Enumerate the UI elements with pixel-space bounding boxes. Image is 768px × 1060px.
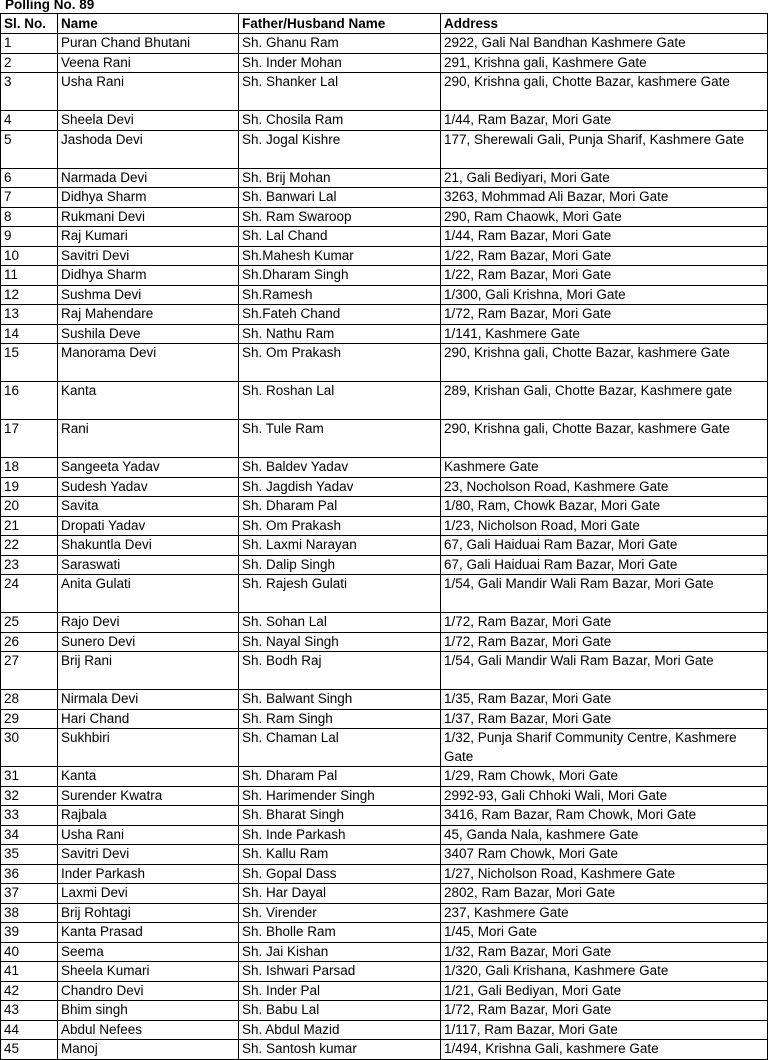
- cell-father-husband-name: Sh. Chosila Ram: [239, 111, 441, 131]
- cell-father-husband-name: Sh. Abdul Mazid: [239, 1020, 441, 1040]
- table-row: [1, 690, 768, 710]
- cell-sl-no: 33: [1, 806, 58, 826]
- cell-sl-no: 24: [1, 575, 58, 613]
- cell-name: Raj Mahendare: [58, 305, 239, 325]
- cell-sl-no: 36: [1, 864, 58, 884]
- table-row: [1, 516, 768, 536]
- cell-sl-no: 41: [1, 962, 58, 982]
- cell-father-husband-name: Sh. Jogal Kishre: [239, 130, 441, 168]
- cell-address: 177, Sherewali Gali, Punja Sharif, Kashmere Gate: [441, 130, 768, 168]
- cell-sl-no: 43: [1, 1001, 58, 1021]
- cell-father-husband-name: Sh. Ishwari Parsad: [239, 962, 441, 982]
- cell-name: Didhya Sharm: [58, 188, 239, 208]
- cell-name: Shakuntla Devi: [58, 536, 239, 556]
- cell-father-husband-name: Sh. Bharat Singh: [239, 806, 441, 826]
- cell-father-husband-name: Sh. Balwant Singh: [239, 690, 441, 710]
- cell-name: Kanta: [58, 382, 239, 420]
- cell-name: Raj Kumari: [58, 227, 239, 247]
- table-row: [1, 1020, 768, 1040]
- cell-father-husband-name: Sh.Dharam Singh: [239, 266, 441, 286]
- cell-name: Jashoda Devi: [58, 130, 239, 168]
- cell-address: 1/300, Gali Krishna, Mori Gate: [441, 285, 768, 305]
- table-row: [1, 806, 768, 826]
- cell-address: 1/54, Gali Mandir Wali Ram Bazar, Mori Gate: [441, 575, 768, 613]
- cell-sl-no: 21: [1, 516, 58, 536]
- table-row: [1, 207, 768, 227]
- table-row: [1, 825, 768, 845]
- table-row: [1, 111, 768, 131]
- cell-father-husband-name: Sh. Shanker Lal: [239, 73, 441, 111]
- cell-name: Sushila Deve: [58, 324, 239, 344]
- cell-father-husband-name: Sh. Dharam Pal: [239, 767, 441, 787]
- cell-father-husband-name: Sh. Om Prakash: [239, 516, 441, 536]
- cell-address: 1/44, Ram Bazar, Mori Gate: [441, 111, 768, 131]
- cell-address: 1/23, Nicholson Road, Mori Gate: [441, 516, 768, 536]
- cell-address: 2992-93, Gali Chhoki Wali, Mori Gate: [441, 786, 768, 806]
- cell-address: 2922, Gali Nal Bandhan Kashmere Gate: [441, 34, 768, 54]
- table-row: [1, 34, 768, 54]
- cell-name: Savitri Devi: [58, 246, 239, 266]
- cell-father-husband-name: Sh. Nathu Ram: [239, 324, 441, 344]
- cell-sl-no: 7: [1, 188, 58, 208]
- cell-address: 1/54, Gali Mandir Wali Ram Bazar, Mori Gate: [441, 652, 768, 690]
- table-row: [1, 767, 768, 787]
- cell-sl-no: 40: [1, 942, 58, 962]
- cell-address: 1/32, Ram Bazar, Mori Gate: [441, 942, 768, 962]
- cell-father-husband-name: Sh. Tule Ram: [239, 420, 441, 458]
- cell-name: Savita: [58, 497, 239, 517]
- column-header-father-husband-name: Father/Husband Name: [239, 14, 441, 34]
- cell-name: Sangeeta Yadav: [58, 458, 239, 478]
- cell-sl-no: 10: [1, 246, 58, 266]
- cell-address: 21, Gali Bediyari, Mori Gate: [441, 168, 768, 188]
- cell-sl-no: 16: [1, 382, 58, 420]
- cell-name: Chandro Devi: [58, 981, 239, 1001]
- cell-name: Didhya Sharm: [58, 266, 239, 286]
- cell-father-husband-name: Sh. Inder Pal: [239, 981, 441, 1001]
- table-row: [1, 188, 768, 208]
- cell-address: 1/27, Nicholson Road, Kashmere Gate: [441, 864, 768, 884]
- cell-address: 1/35, Ram Bazar, Mori Gate: [441, 690, 768, 710]
- table-body: [1, 34, 768, 1060]
- cell-sl-no: 11: [1, 266, 58, 286]
- cell-father-husband-name: Sh. Jagdish Yadav: [239, 477, 441, 497]
- cell-address: 1/72, Ram Bazar, Mori Gate: [441, 613, 768, 633]
- cell-father-husband-name: Sh. Lal Chand: [239, 227, 441, 247]
- cell-address: 1/45, Mori Gate: [441, 923, 768, 943]
- cell-address: 1/37, Ram Bazar, Mori Gate: [441, 709, 768, 729]
- cell-name: Surender Kwatra: [58, 786, 239, 806]
- cell-father-husband-name: Sh. Ghanu Ram: [239, 34, 441, 54]
- cell-sl-no: 32: [1, 786, 58, 806]
- cell-name: Brij Rani: [58, 652, 239, 690]
- table-row: [1, 613, 768, 633]
- cell-father-husband-name: Sh. Rajesh Gulati: [239, 575, 441, 613]
- cell-father-husband-name: Sh. Santosh kumar: [239, 1040, 441, 1060]
- cell-sl-no: 26: [1, 632, 58, 652]
- cell-sl-no: 44: [1, 1020, 58, 1040]
- cell-sl-no: 4: [1, 111, 58, 131]
- cell-father-husband-name: Sh. Banwari Lal: [239, 188, 441, 208]
- cell-address: 1/29, Ram Chowk, Mori Gate: [441, 767, 768, 787]
- column-header-address: Address: [441, 14, 768, 34]
- column-header-sl-no: Sl. No.: [1, 14, 58, 34]
- cell-sl-no: 3: [1, 73, 58, 111]
- table-row: [1, 786, 768, 806]
- table-row: [1, 1001, 768, 1021]
- cell-sl-no: 2: [1, 53, 58, 73]
- cell-sl-no: 12: [1, 285, 58, 305]
- cell-address: 290, Krishna gali, Chotte Bazar, kashmere Gate: [441, 420, 768, 458]
- cell-name: Sunero Devi: [58, 632, 239, 652]
- cell-sl-no: 30: [1, 729, 58, 767]
- cell-father-husband-name: Sh. Dalip Singh: [239, 555, 441, 575]
- cell-father-husband-name: Sh. Nayal Singh: [239, 632, 441, 652]
- cell-name: Nirmala Devi: [58, 690, 239, 710]
- cell-address: 1/141, Kashmere Gate: [441, 324, 768, 344]
- cell-name: Usha Rani: [58, 825, 239, 845]
- cell-name: Rajbala: [58, 806, 239, 826]
- cell-name: Veena Rani: [58, 53, 239, 73]
- cell-sl-no: 27: [1, 652, 58, 690]
- cell-address: 1/72, Ram Bazar, Mori Gate: [441, 632, 768, 652]
- cell-sl-no: 23: [1, 555, 58, 575]
- cell-name: Narmada Devi: [58, 168, 239, 188]
- table-row: [1, 305, 768, 325]
- cell-sl-no: 39: [1, 923, 58, 943]
- cell-father-husband-name: Sh. Virender: [239, 903, 441, 923]
- voter-list-table: [0, 13, 768, 1060]
- cell-father-husband-name: Sh. Jai Kishan: [239, 942, 441, 962]
- table-row: [1, 903, 768, 923]
- table-row: [1, 266, 768, 286]
- table-row: [1, 652, 768, 690]
- cell-sl-no: 5: [1, 130, 58, 168]
- table-row: [1, 477, 768, 497]
- cell-name: Sushma Devi: [58, 285, 239, 305]
- cell-sl-no: 18: [1, 458, 58, 478]
- cell-address: 1/22, Ram Bazar, Mori Gate: [441, 266, 768, 286]
- table-row: [1, 575, 768, 613]
- table-row: [1, 555, 768, 575]
- cell-sl-no: 38: [1, 903, 58, 923]
- cell-name: Kanta: [58, 767, 239, 787]
- table-row: [1, 942, 768, 962]
- table-row: [1, 709, 768, 729]
- cell-father-husband-name: Sh. Ram Singh: [239, 709, 441, 729]
- cell-address: Kashmere Gate: [441, 458, 768, 478]
- cell-father-husband-name: Sh. Inder Mohan: [239, 53, 441, 73]
- cell-name: Abdul Nefees: [58, 1020, 239, 1040]
- cell-father-husband-name: Sh. Bodh Raj: [239, 652, 441, 690]
- cell-sl-no: 31: [1, 767, 58, 787]
- cell-name: Usha Rani: [58, 73, 239, 111]
- table-row: [1, 73, 768, 111]
- cell-name: Sudesh Yadav: [58, 477, 239, 497]
- cell-name: Rani: [58, 420, 239, 458]
- cell-name: Puran Chand Bhutani: [58, 34, 239, 54]
- cell-father-husband-name: Sh. Dharam Pal: [239, 497, 441, 517]
- cell-name: Kanta Prasad: [58, 923, 239, 943]
- table-row: [1, 168, 768, 188]
- cell-address: 23, Nocholson Road, Kashmere Gate: [441, 477, 768, 497]
- cell-name: Rukmani Devi: [58, 207, 239, 227]
- cell-sl-no: 19: [1, 477, 58, 497]
- table-row: [1, 53, 768, 73]
- cell-address: 290, Krishna gali, Chotte Bazar, kashmere Gate: [441, 344, 768, 382]
- cell-sl-no: 13: [1, 305, 58, 325]
- cell-father-husband-name: Sh. Bholle Ram: [239, 923, 441, 943]
- cell-name: Saraswati: [58, 555, 239, 575]
- cell-father-husband-name: Sh. Sohan Lal: [239, 613, 441, 633]
- cell-sl-no: 22: [1, 536, 58, 556]
- cell-name: Manorama Devi: [58, 344, 239, 382]
- cell-father-husband-name: Sh. Laxmi Narayan: [239, 536, 441, 556]
- cell-address: 1/22, Ram Bazar, Mori Gate: [441, 246, 768, 266]
- cell-father-husband-name: Sh. Om Prakash: [239, 344, 441, 382]
- cell-address: 1/494, Krishna Gali, kashmere Gate: [441, 1040, 768, 1060]
- cell-sl-no: 45: [1, 1040, 58, 1060]
- table-row: [1, 845, 768, 865]
- cell-sl-no: 17: [1, 420, 58, 458]
- table-row: [1, 246, 768, 266]
- cell-address: 290, Krishna gali, Chotte Bazar, kashmere Gate: [441, 73, 768, 111]
- cell-sl-no: 29: [1, 709, 58, 729]
- cell-address: 67, Gali Haiduai Ram Bazar, Mori Gate: [441, 536, 768, 556]
- cell-address: 290, Ram Chaowk, Mori Gate: [441, 207, 768, 227]
- cell-name: Bhim singh: [58, 1001, 239, 1021]
- cell-father-husband-name: Sh. Chaman Lal: [239, 729, 441, 767]
- page-title: Polling No. 89: [5, 0, 95, 12]
- cell-name: Manoj: [58, 1040, 239, 1060]
- cell-father-husband-name: Sh. Roshan Lal: [239, 382, 441, 420]
- cell-address: 1/80, Ram, Chowk Bazar, Mori Gate: [441, 497, 768, 517]
- cell-name: Sukhbiri: [58, 729, 239, 767]
- table-row: [1, 632, 768, 652]
- cell-sl-no: 35: [1, 845, 58, 865]
- table-row: [1, 864, 768, 884]
- cell-sl-no: 20: [1, 497, 58, 517]
- cell-address: 291, Krishna gali, Kashmere Gate: [441, 53, 768, 73]
- cell-sl-no: 25: [1, 613, 58, 633]
- cell-name: Seema: [58, 942, 239, 962]
- cell-father-husband-name: Sh.Ramesh: [239, 285, 441, 305]
- cell-address: 289, Krishan Gali, Chotte Bazar, Kashmere gate: [441, 382, 768, 420]
- cell-father-husband-name: Sh. Brij Mohan: [239, 168, 441, 188]
- cell-name: Sheela Devi: [58, 111, 239, 131]
- cell-name: Inder Parkash: [58, 864, 239, 884]
- table-row: [1, 923, 768, 943]
- cell-address: 2802, Ram Bazar, Mori Gate: [441, 884, 768, 904]
- cell-father-husband-name: Sh. Ram Swaroop: [239, 207, 441, 227]
- cell-address: 237, Kashmere Gate: [441, 903, 768, 923]
- cell-father-husband-name: Sh. Harimender Singh: [239, 786, 441, 806]
- table-row: [1, 729, 768, 767]
- table-row: [1, 962, 768, 982]
- cell-name: Hari Chand: [58, 709, 239, 729]
- cell-address: 3407 Ram Chowk, Mori Gate: [441, 845, 768, 865]
- cell-address: 1/72, Ram Bazar, Mori Gate: [441, 1001, 768, 1021]
- cell-name: Dropati Yadav: [58, 516, 239, 536]
- cell-name: Brij Rohtagi: [58, 903, 239, 923]
- cell-address: 45, Ganda Nala, kashmere Gate: [441, 825, 768, 845]
- table-row: [1, 1040, 768, 1060]
- cell-father-husband-name: Sh.Fateh Chand: [239, 305, 441, 325]
- cell-name: Savitri Devi: [58, 845, 239, 865]
- table-row: [1, 382, 768, 420]
- cell-sl-no: 42: [1, 981, 58, 1001]
- cell-father-husband-name: Sh.Mahesh Kumar: [239, 246, 441, 266]
- table-header-row: [1, 14, 768, 34]
- cell-sl-no: 6: [1, 168, 58, 188]
- cell-address: 3416, Ram Bazar, Ram Chowk, Mori Gate: [441, 806, 768, 826]
- cell-name: Rajo Devi: [58, 613, 239, 633]
- cell-address: 1/72, Ram Bazar, Mori Gate: [441, 305, 768, 325]
- cell-name: Sheela Kumari: [58, 962, 239, 982]
- cell-address: 1/320, Gali Krishana, Kashmere Gate: [441, 962, 768, 982]
- cell-father-husband-name: Sh. Kallu Ram: [239, 845, 441, 865]
- table-row: [1, 458, 768, 478]
- cell-sl-no: 37: [1, 884, 58, 904]
- cell-name: Laxmi Devi: [58, 884, 239, 904]
- cell-address: 1/32, Punja Sharif Community Centre, Kashmere Gate: [441, 729, 768, 767]
- table-row: [1, 884, 768, 904]
- cell-father-husband-name: Sh. Inde Parkash: [239, 825, 441, 845]
- cell-address: 1/44, Ram Bazar, Mori Gate: [441, 227, 768, 247]
- table-row: [1, 497, 768, 517]
- cell-father-husband-name: Sh. Gopal Dass: [239, 864, 441, 884]
- table-row: [1, 344, 768, 382]
- cell-father-husband-name: Sh. Har Dayal: [239, 884, 441, 904]
- cell-name: Anita Gulati: [58, 575, 239, 613]
- cell-address: 3263, Mohmmad Ali Bazar, Mori Gate: [441, 188, 768, 208]
- cell-father-husband-name: Sh. Baldev Yadav: [239, 458, 441, 478]
- cell-sl-no: 15: [1, 344, 58, 382]
- cell-father-husband-name: Sh. Babu Lal: [239, 1001, 441, 1021]
- cell-sl-no: 9: [1, 227, 58, 247]
- table-row: [1, 324, 768, 344]
- table-row: [1, 227, 768, 247]
- cell-sl-no: 34: [1, 825, 58, 845]
- table-row: [1, 420, 768, 458]
- table-row: [1, 285, 768, 305]
- cell-address: 1/21, Gali Bediyan, Mori Gate: [441, 981, 768, 1001]
- table-row: [1, 981, 768, 1001]
- cell-sl-no: 8: [1, 207, 58, 227]
- cell-sl-no: 28: [1, 690, 58, 710]
- cell-sl-no: 14: [1, 324, 58, 344]
- table-row: [1, 536, 768, 556]
- cell-sl-no: 1: [1, 34, 58, 54]
- table-row: [1, 130, 768, 168]
- cell-address: 1/117, Ram Bazar, Mori Gate: [441, 1020, 768, 1040]
- cell-address: 67, Gali Haiduai Ram Bazar, Mori Gate: [441, 555, 768, 575]
- column-header-name: Name: [58, 14, 239, 34]
